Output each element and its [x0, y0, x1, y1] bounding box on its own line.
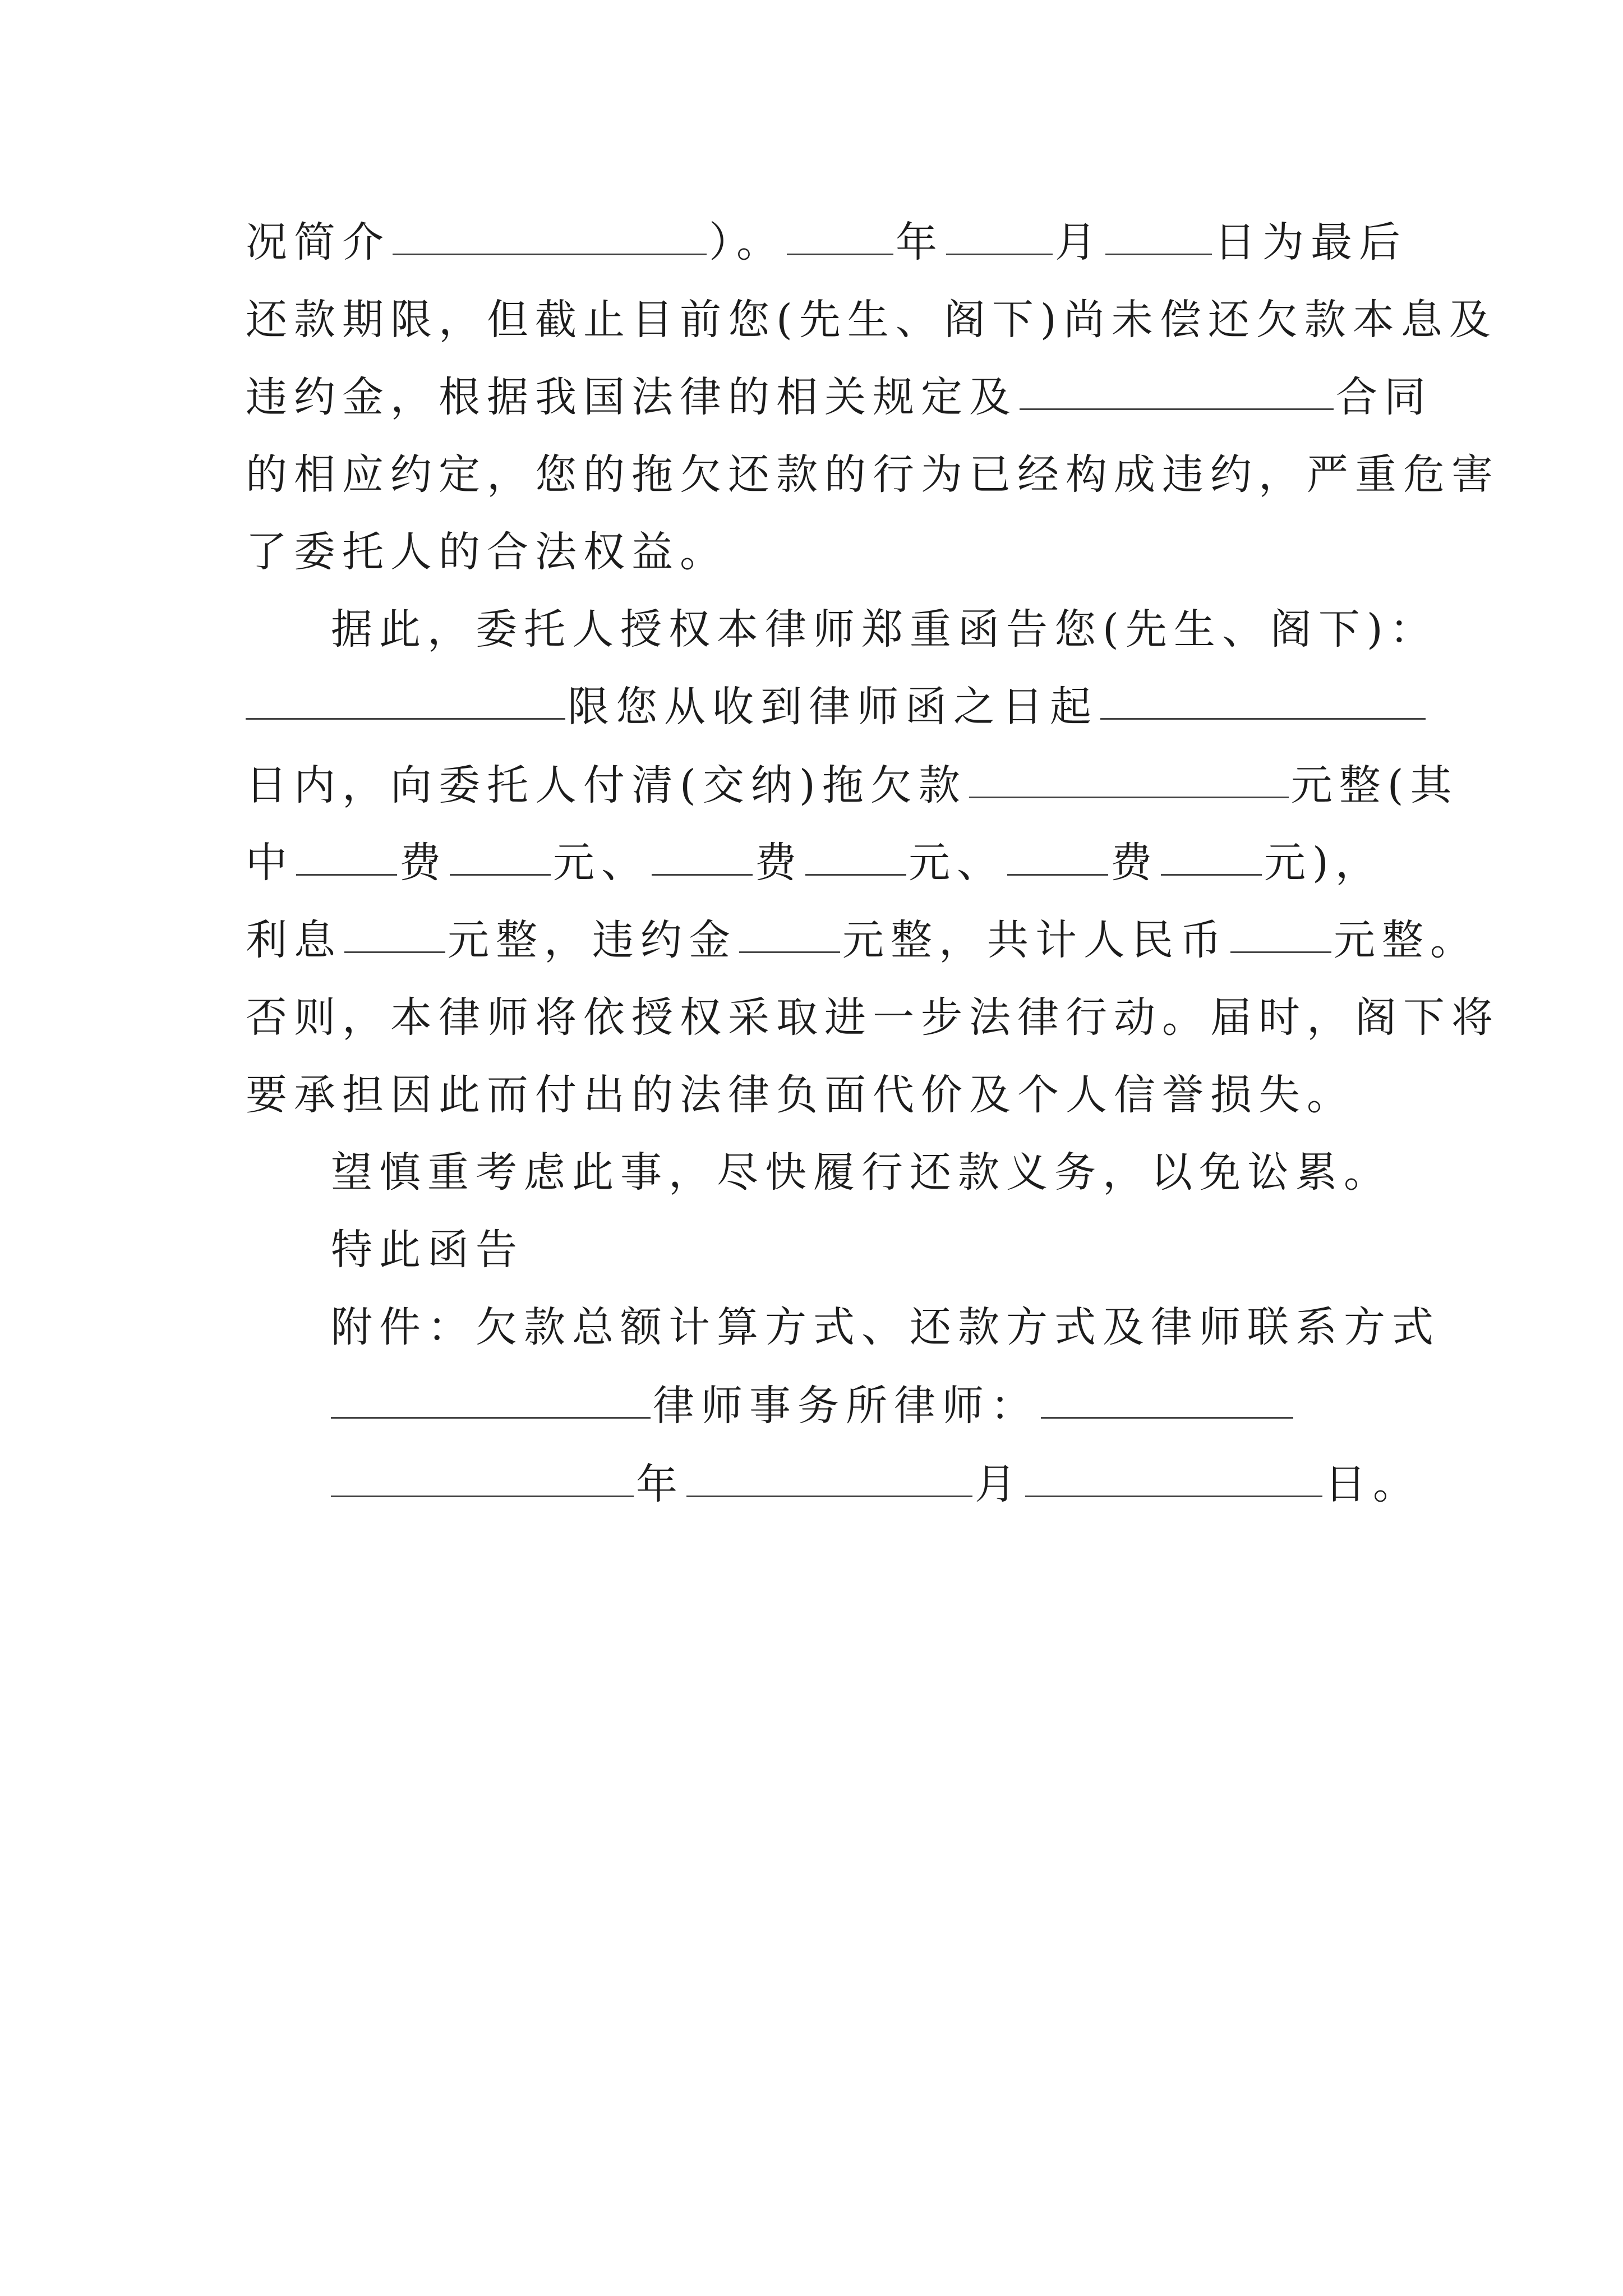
p2-line-1	[331, 590, 1438, 669]
text-line: 了委托人的合法权益。	[246, 528, 728, 576]
blank-arrears-amount[interactable]	[969, 746, 1289, 798]
text-line: 日内，向委托人付清(交纳)拖欠款	[246, 761, 967, 809]
p3-line	[331, 1133, 1392, 1212]
text-day: 日。	[1325, 1460, 1421, 1508]
signature-date-line	[331, 1445, 1421, 1524]
text-month: 月	[1055, 218, 1103, 266]
text-line: 元整，违约金	[448, 916, 737, 964]
text-line: 附件：欠款总额计算方式、还款方式及律师联系方式	[331, 1303, 1440, 1351]
blank-fee-amount-1[interactable]	[450, 823, 551, 876]
text-line: 中	[246, 839, 294, 887]
text-line: 望慎重考虑此事，尽快履行还款义务，以免讼累。	[331, 1148, 1392, 1197]
text-line: 要承担因此而付出的法律负面代价及个人信誉损失。	[246, 1071, 1355, 1119]
text-yuan: 元、	[553, 839, 649, 887]
blank-lawyer-name[interactable]	[1041, 1366, 1293, 1419]
p1-line-2	[246, 280, 1497, 359]
text-line: 还款期限，但截止目前您(先生、阁下)尚未偿还欠款本息及	[246, 296, 1497, 344]
p2-line-2	[246, 668, 1428, 746]
text-line: 限您从收到律师函之日起	[568, 683, 1098, 731]
p2-line-7	[246, 1056, 1355, 1134]
p4-line	[331, 1211, 524, 1289]
p2-line-4	[246, 823, 1384, 902]
text-line: 违约金，根据我国法律的相关规定及	[246, 373, 1017, 421]
blank-fee-amount-2[interactable]	[805, 823, 906, 876]
blank-contract-name[interactable]	[1020, 358, 1334, 410]
p2-line-5	[246, 901, 1478, 979]
blank-situation[interactable]	[393, 203, 707, 255]
blank-fee-type-3[interactable]	[1007, 823, 1108, 876]
p1-line-5	[246, 513, 728, 591]
blank-due-day[interactable]	[1105, 203, 1212, 255]
text-situation-intro: 况简介	[246, 218, 390, 266]
blank-fee-type-1[interactable]	[296, 823, 397, 876]
p1-line-3	[246, 358, 1432, 436]
text-firm-lawyer: 律师事务所律师：	[653, 1382, 1039, 1430]
blank-interest[interactable]	[344, 901, 445, 953]
text-contract: 合同	[1336, 373, 1432, 421]
text-fee: 费	[755, 839, 803, 887]
text-year: 年	[636, 1460, 684, 1508]
p2-line-6	[246, 978, 1500, 1057]
text-line: 特此函告	[331, 1226, 524, 1274]
blank-deadline-start[interactable]	[246, 668, 565, 720]
text-line: 否则，本律师将依授权采取进一步法律行动。届时，阁下将	[246, 993, 1500, 1042]
blank-law-firm[interactable]	[331, 1366, 651, 1419]
text-month: 月	[975, 1460, 1023, 1508]
text-line: 元整。	[1334, 916, 1478, 964]
blank-days[interactable]	[1100, 668, 1426, 720]
blank-sign-month[interactable]	[686, 1445, 972, 1497]
blank-due-year[interactable]	[787, 203, 893, 255]
text-fee: 费	[1110, 839, 1159, 887]
text-close-paren: ）。	[709, 218, 785, 266]
p1-line-4	[246, 435, 1500, 514]
blank-due-month[interactable]	[946, 203, 1053, 255]
text-line: 元整(其	[1290, 761, 1459, 809]
blank-sign-year[interactable]	[331, 1445, 634, 1497]
text-fee: 费	[399, 839, 448, 887]
blank-penalty[interactable]	[739, 901, 840, 953]
text-line: 元整，共计人民币	[842, 916, 1228, 964]
text-yuan-end: 元)，	[1264, 839, 1384, 887]
text-year: 年	[896, 218, 944, 266]
text-line: 的相应约定，您的拖欠还款的行为已经构成违约，严重危害	[246, 450, 1500, 499]
p5-line	[331, 1288, 1440, 1366]
blank-fee-type-2[interactable]	[652, 823, 753, 876]
signature-firm-line	[331, 1366, 1295, 1445]
text-line: 利息	[246, 916, 342, 964]
p2-line-3	[246, 746, 1459, 825]
p1-line-1	[246, 203, 1407, 282]
text-yuan: 元、	[909, 839, 1005, 887]
text-day-deadline: 日为最后	[1214, 218, 1407, 266]
blank-sign-day[interactable]	[1025, 1445, 1322, 1497]
blank-total-rmb[interactable]	[1230, 901, 1331, 953]
text-line: 据此，委托人授权本律师郑重函告您(先生、阁下)：	[331, 605, 1438, 654]
blank-fee-amount-3[interactable]	[1161, 823, 1262, 876]
